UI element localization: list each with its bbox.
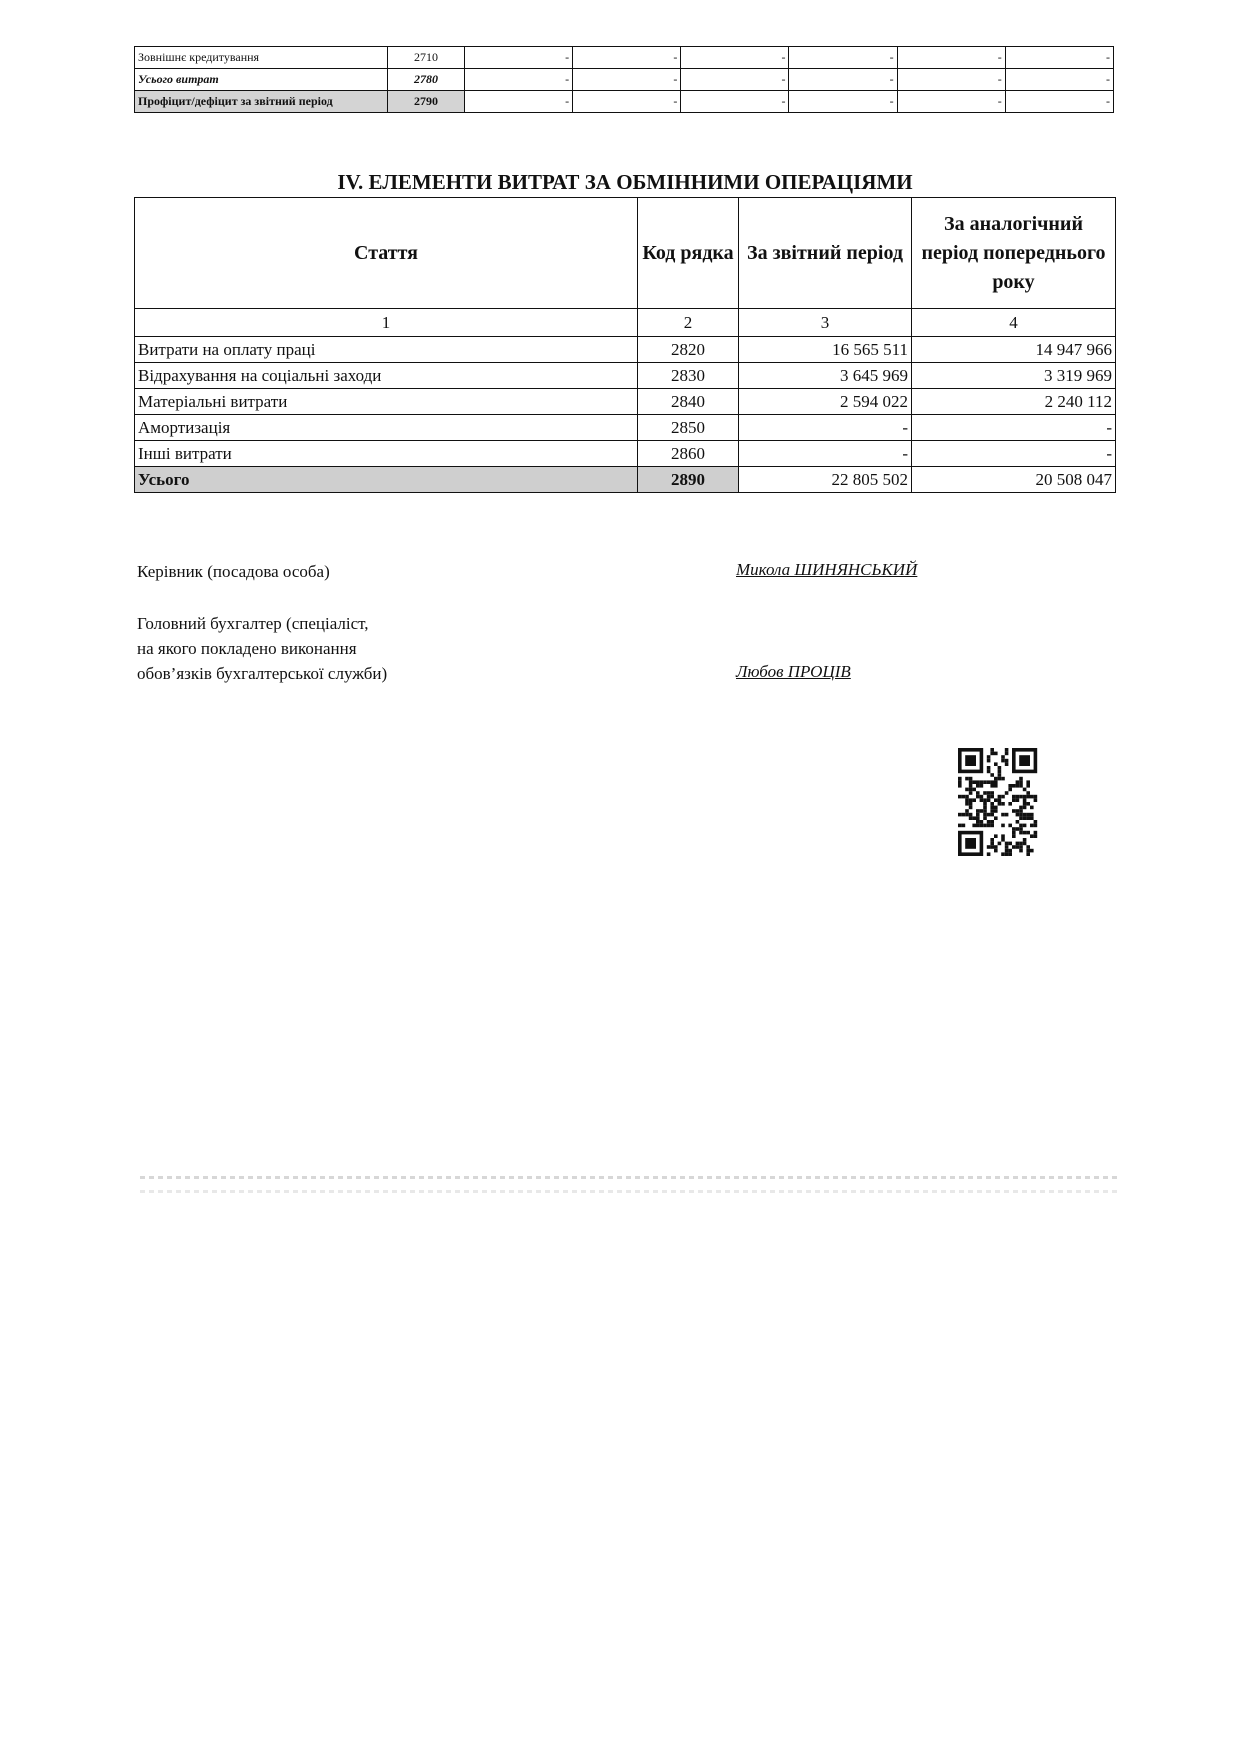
top-partial-table — [134, 46, 1114, 113]
row-value: - — [681, 47, 789, 69]
header-previous: За аналогічний період попереднього року — [912, 198, 1116, 309]
row-code: 2850 — [638, 415, 739, 441]
header-article: Стаття — [135, 198, 638, 309]
table-row — [135, 69, 1114, 91]
head-name: Микола ШИНЯНСЬКИЙ — [736, 560, 918, 579]
row-value: - — [681, 91, 789, 113]
row-previous: - — [912, 415, 1116, 441]
row-label: Профіцит/дефіцит за звітний період — [135, 91, 388, 113]
row-value: - — [897, 47, 1005, 69]
row-code: 2860 — [638, 441, 739, 467]
column-number: 3 — [739, 309, 912, 337]
column-number: 1 — [135, 309, 638, 337]
scan-artifact — [140, 1190, 1120, 1193]
row-value: - — [465, 69, 573, 91]
row-value: - — [681, 69, 789, 91]
row-previous: 3 319 969 — [912, 363, 1116, 389]
row-label: Усього витрат — [135, 69, 388, 91]
row-previous: 2 240 112 — [912, 389, 1116, 415]
row-value: - — [1005, 69, 1113, 91]
accountant-label-line-1: Головний бухгалтер (спеціаліст, — [137, 614, 369, 633]
head-label: Керівник (посадова особа) — [137, 562, 330, 581]
row-value: - — [573, 47, 681, 69]
row-value: - — [1005, 91, 1113, 113]
row-value: - — [573, 91, 681, 113]
row-value: - — [465, 91, 573, 113]
total-row — [135, 467, 1116, 493]
table-row — [135, 389, 1116, 415]
table-row — [135, 415, 1116, 441]
accountant-label-line-2: на якого покладено виконання — [137, 639, 357, 658]
row-code: 2830 — [638, 363, 739, 389]
table-row — [135, 91, 1114, 113]
row-value: - — [789, 69, 897, 91]
row-code: 2780 — [388, 69, 465, 91]
row-current: 16 565 511 — [739, 337, 912, 363]
section-title: IV. ЕЛЕМЕНТИ ВИТРАТ ЗА ОБМІННИМИ ОПЕРАЦІЯМИ — [337, 170, 913, 194]
row-value: - — [1005, 47, 1113, 69]
row-code: 2710 — [388, 47, 465, 69]
header-row — [135, 198, 1116, 309]
table-row — [135, 47, 1114, 69]
row-current: 2 594 022 — [739, 389, 912, 415]
row-label: Амортизація — [135, 415, 638, 441]
column-number: 2 — [638, 309, 739, 337]
scan-artifact — [140, 1176, 1120, 1179]
row-value: - — [789, 47, 897, 69]
column-number: 4 — [912, 309, 1116, 337]
row-label: Витрати на оплату праці — [135, 337, 638, 363]
row-previous: 20 508 047 — [912, 467, 1116, 493]
column-number-row — [135, 309, 1116, 337]
row-value: - — [465, 47, 573, 69]
row-current: - — [739, 415, 912, 441]
row-value: - — [897, 69, 1005, 91]
row-previous: 14 947 966 — [912, 337, 1116, 363]
header-current: За звітний період — [739, 198, 912, 309]
row-code: 2790 — [388, 91, 465, 113]
row-current: 22 805 502 — [739, 467, 912, 493]
table-row — [135, 441, 1116, 467]
header-code: Код рядка — [638, 198, 739, 309]
row-value: - — [573, 69, 681, 91]
row-label: Інші витрати — [135, 441, 638, 467]
row-label: Зовнішнє кредитування — [135, 47, 388, 69]
row-code: 2840 — [638, 389, 739, 415]
row-label: Відрахування на соціальні заходи — [135, 363, 638, 389]
row-label: Матеріальні витрати — [135, 389, 638, 415]
row-previous: - — [912, 441, 1116, 467]
qr-code-icon — [958, 748, 1038, 858]
row-value: - — [789, 91, 897, 113]
row-code: 2890 — [638, 467, 739, 493]
row-current: - — [739, 441, 912, 467]
expenses-table — [134, 197, 1116, 493]
row-current: 3 645 969 — [739, 363, 912, 389]
row-label: Усього — [135, 467, 638, 493]
accountant-name: Любов ПРОЦІВ — [736, 662, 851, 681]
row-code: 2820 — [638, 337, 739, 363]
table-row — [135, 363, 1116, 389]
row-value: - — [897, 91, 1005, 113]
table-row — [135, 337, 1116, 363]
accountant-label-line-3: обов’язків бухгалтерської служби) — [137, 664, 388, 683]
